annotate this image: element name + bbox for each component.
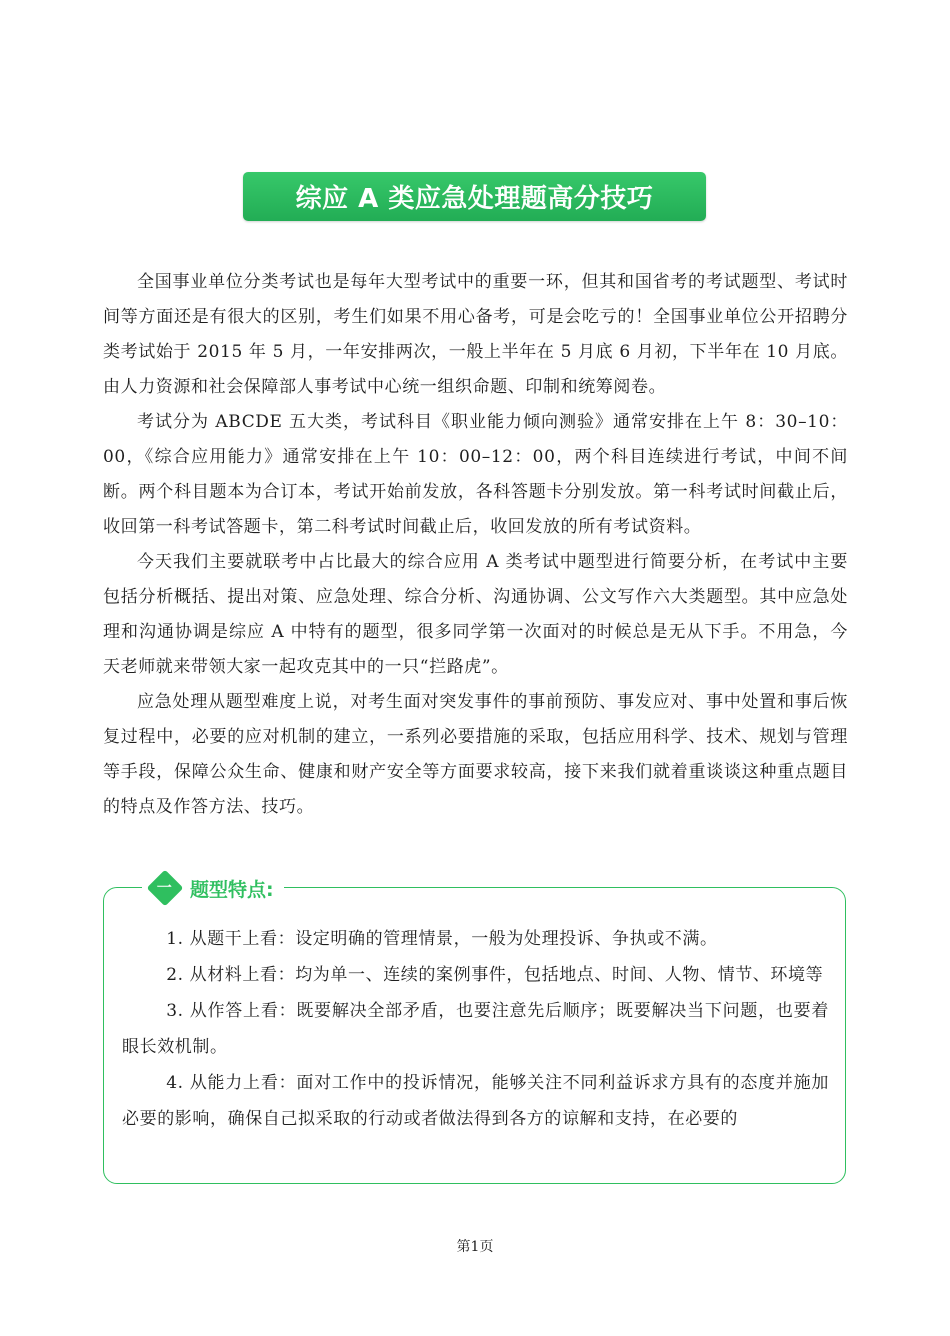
title-banner xyxy=(243,172,706,221)
page-number: 第1页 xyxy=(456,1239,494,1255)
paragraph: 考试分为 ABCDE 五大类，考试科目《职业能力倾向测验》通常安排在上午 8：30–10：00，《综合应用能力》通常安排在上午 10：00–12：00，两个科目连续进行考试，中间不间断。两个科目题本为合订本，考试开始前发放，各科答题卡分别发放。第一科考试时间截止后，收回第一科考试答题卡，第二科考试时间截止后，收回发放的所有考试资料。 xyxy=(103,412,848,537)
paragraph: 全国事业单位分类考试也是每年大型考试中的重要一环，但其和国省考的考试题型、考试时间等方面还是有很大的区别，考生们如果不用心备考，可是会吃亏的！全国事业单位公开招聘分类考试始于 2015 年 5 月，一年安排两次，一般上半年在 5 月底 6 月初，下半年在 10 月底。由人力资源和社会保障部人事考试中心统一组织命题、印制和统筹阅卷。 xyxy=(103,272,848,397)
section-number: 一 xyxy=(157,878,173,897)
list-item: 3. 从作答上看：既要解决全部矛盾，也要注意先后顺序；既要解决当下问题，也要着眼长效机制。 xyxy=(122,1001,829,1057)
article-body xyxy=(103,265,848,825)
page-title: 综应 A 类应急处理题高分技巧 xyxy=(295,184,654,214)
list-item: 4. 从能力上看：面对工作中的投诉情况，能够关注不同利益诉求方具有的态度并施加必要的影响，确保自己拟采取的行动或者做法得到各方的谅解和支持，在必要的 xyxy=(122,1073,829,1129)
feature-list xyxy=(122,921,829,1137)
feature-box-label xyxy=(142,871,284,905)
paragraph: 应急处理从题型难度上说，对考生面对突发事件的事前预防、事发应对、事中处置和事后恢复过程中，必要的应对机制的建立，一系列必要措施的采取，包括应用科学、技术、规划与管理等手段，保障公众生命、健康和财产安全等方面要求较高，接下来我们就着重谈谈这种重点题目的特点及作答方法、技巧。 xyxy=(103,692,848,817)
list-item: 2. 从材料上看：均为单一、连续的案例事件，包括地点、时间、人物、情节、环境等 xyxy=(166,965,824,985)
paragraph: 今天我们主要就联考中占比最大的综合应用 A 类考试中题型进行简要分析，在考试中主要包括分析概括、提出对策、应急处理、综合分析、沟通协调、公文写作六大类题型。其中应急处理和沟通协调是综应 A 中特有的题型，很多同学第一次面对的时候总是无从下手。不用急，今天老师就来带领大家一起攻克其中的一只“拦路虎”。 xyxy=(103,552,848,677)
feature-box xyxy=(103,878,846,1184)
list-item: 1. 从题干上看：设定明确的管理情景，一般为处理投诉、争执或不满。 xyxy=(166,929,718,949)
diamond-number-icon xyxy=(147,870,184,907)
section-heading: 题型特点: xyxy=(190,878,274,901)
